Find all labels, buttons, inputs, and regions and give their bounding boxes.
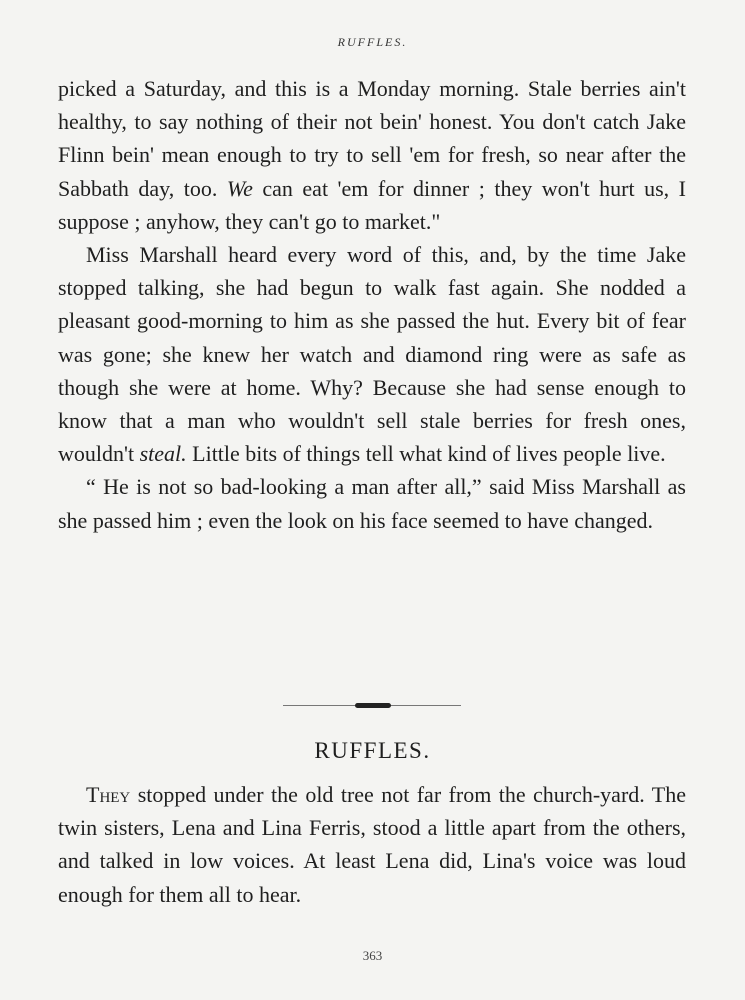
divider-flourish: [355, 703, 391, 708]
paragraph-text: “ He is not so bad-looking a man after all,” said Miss Marshall as she passed him ; even the look on his face seemed to have changed.: [58, 474, 686, 533]
paragraph: [58, 470, 686, 536]
emphasis-text: We: [226, 175, 253, 201]
section-text: [58, 778, 686, 911]
paragraph-text: Miss Marshall heard every word of this, and, by the time Jake stopped talking, she had begun to walk fast again. She nodded a pleasant good-morning to him as she passed the hut. Every bit of fear was gone; she knew her watch and diamond ring were as safe as though she were at home. Why? Because she had sense enough to know that a man who wouldn't sell stale berries for fresh ones, wouldn't: [58, 242, 686, 467]
story-text: [58, 72, 686, 537]
paragraph: [58, 238, 686, 470]
paragraph-text: Little bits of things tell what kind of lives people live.: [186, 441, 666, 467]
paragraph: [58, 72, 686, 238]
lead-word: They: [86, 782, 131, 807]
paragraph-text: stopped under the old tree not far from the church-yard. The twin sisters, Lena and Lina Ferris, stood a little apart from the others, and talked in low voices. At least Lena did, Lina's voice was loud enough for them all to hear.: [58, 782, 686, 907]
paragraph: [58, 778, 686, 911]
page-number: 363: [362, 948, 383, 963]
paragraph-text: picked a Saturday, and this is a Monday morning. Stale berries ain't healthy, to say nothing of their not bein' honest. You don't catch Jake Flinn bein' mean enough to try to sell 'em for fresh, so near after the Sabbath day, too.: [58, 76, 686, 201]
section-title: RUFFLES.: [314, 738, 431, 763]
running-head: RUFFLES.: [337, 35, 408, 49]
paragraph-text: can eat 'em for dinner ; they won't hurt us, I suppose ; anyhow, they can't go to market.": [58, 175, 686, 234]
emphasis-text: steal.: [139, 441, 187, 467]
section-divider-ornament: [283, 701, 461, 711]
